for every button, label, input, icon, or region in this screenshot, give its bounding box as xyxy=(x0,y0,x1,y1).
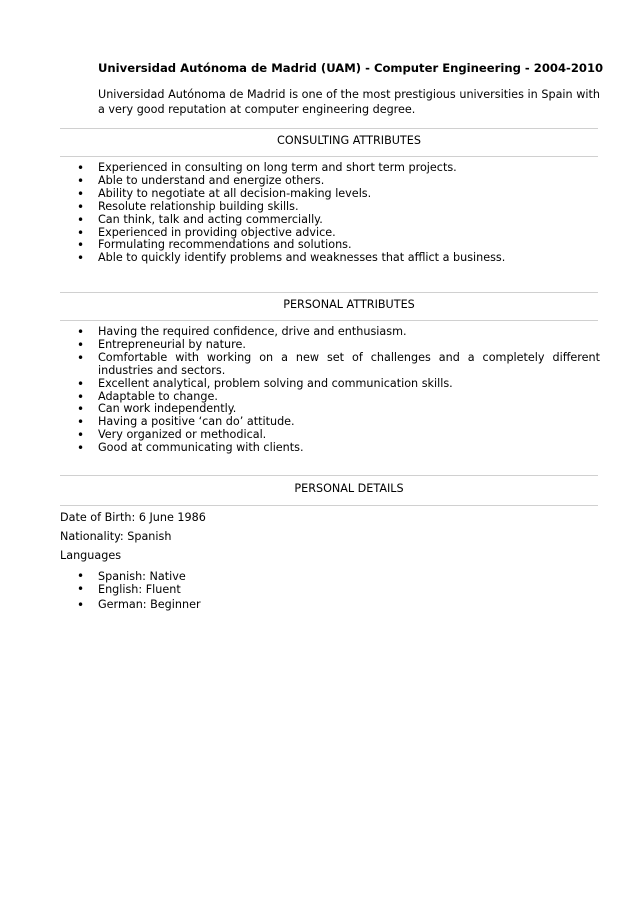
bullet-icon: • xyxy=(77,415,85,430)
bullet-icon: • xyxy=(77,376,85,391)
list-item: • Can work independently. xyxy=(77,402,237,417)
consulting-section-header xyxy=(60,128,598,157)
list-item: • Able to understand and energize others. xyxy=(77,173,325,188)
nationality: Nationality: Spanish xyxy=(60,530,172,543)
list-item: • Entrepreneurial by nature. xyxy=(77,337,246,352)
list-item: • Comfortable with working on a new set of challenges and a completely different industries and sectors. xyxy=(77,350,600,377)
bullet-icon: • xyxy=(77,569,85,583)
list-item: • Experienced in providing objective advice. xyxy=(77,225,336,240)
bullet-icon: • xyxy=(77,582,85,596)
personal-attributes-heading: PERSONAL ATTRIBUTES xyxy=(283,298,415,311)
list-item: • Able to quickly identify problems and weaknesses that afflict a business. xyxy=(77,251,506,266)
list-item: • Formulating recommendations and solutions. xyxy=(77,238,352,253)
languages-list xyxy=(60,570,600,613)
bullet-icon: • xyxy=(77,238,85,253)
list-item: • Resolute relationship building skills. xyxy=(77,199,299,214)
list-item: • Ability to negotiate at all decision-making levels. xyxy=(77,186,372,201)
list-item: • English: Fluent xyxy=(77,582,181,596)
bullet-icon: • xyxy=(77,161,85,175)
bullet-icon: • xyxy=(77,199,85,214)
list-item: • Excellent analytical, problem solving and communication skills. xyxy=(77,376,453,391)
education-description: Universidad Autónoma de Madrid is one of the most prestigious universities in Spain with a very good reputation at computer engineering degree. xyxy=(98,88,600,116)
bullet-icon: • xyxy=(77,598,85,612)
consulting-heading: CONSULTING ATTRIBUTES xyxy=(277,134,421,147)
education-title: Universidad Autónoma de Madrid (UAM) - Computer Engineering - 2004-2010 xyxy=(98,61,604,75)
bullet-icon: • xyxy=(77,428,85,443)
list-item: • Experienced in consulting on long term and short term projects. xyxy=(77,161,457,175)
list-item: • German: Beginner xyxy=(77,598,201,612)
date-of-birth: Date of Birth: 6 June 1986 xyxy=(60,511,206,524)
bullet-icon: • xyxy=(77,225,85,240)
list-item: • Good at communicating with clients. xyxy=(77,441,304,456)
personal-details-heading: PERSONAL DETAILS xyxy=(294,482,404,495)
bullet-icon: • xyxy=(77,389,85,404)
consulting-list xyxy=(60,162,600,265)
bullet-icon: • xyxy=(77,186,85,201)
bullet-icon: • xyxy=(77,402,85,417)
personal-attributes-section-header xyxy=(60,292,598,321)
list-item: • Very organized or methodical. xyxy=(77,428,267,443)
list-item: • Can think, talk and acting commercially. xyxy=(77,212,323,227)
list-item: • Having a positive ‘can do’ attitude. xyxy=(77,415,295,430)
list-item: • Adaptable to change. xyxy=(77,389,218,404)
bullet-icon: • xyxy=(77,337,85,352)
bullet-icon: • xyxy=(77,251,85,266)
bullet-icon: • xyxy=(77,173,85,188)
personal-attributes-list xyxy=(60,326,600,455)
bullet-icon: • xyxy=(77,325,85,339)
list-item: • Having the required confidence, drive and enthusiasm. xyxy=(77,325,407,339)
bullet-icon: • xyxy=(77,441,85,456)
personal-details-section-header xyxy=(60,475,598,506)
bullet-icon: • xyxy=(77,350,85,365)
languages-label: Languages xyxy=(60,549,122,562)
list-item: • Spanish: Native xyxy=(77,569,186,583)
bullet-icon: • xyxy=(77,212,85,227)
